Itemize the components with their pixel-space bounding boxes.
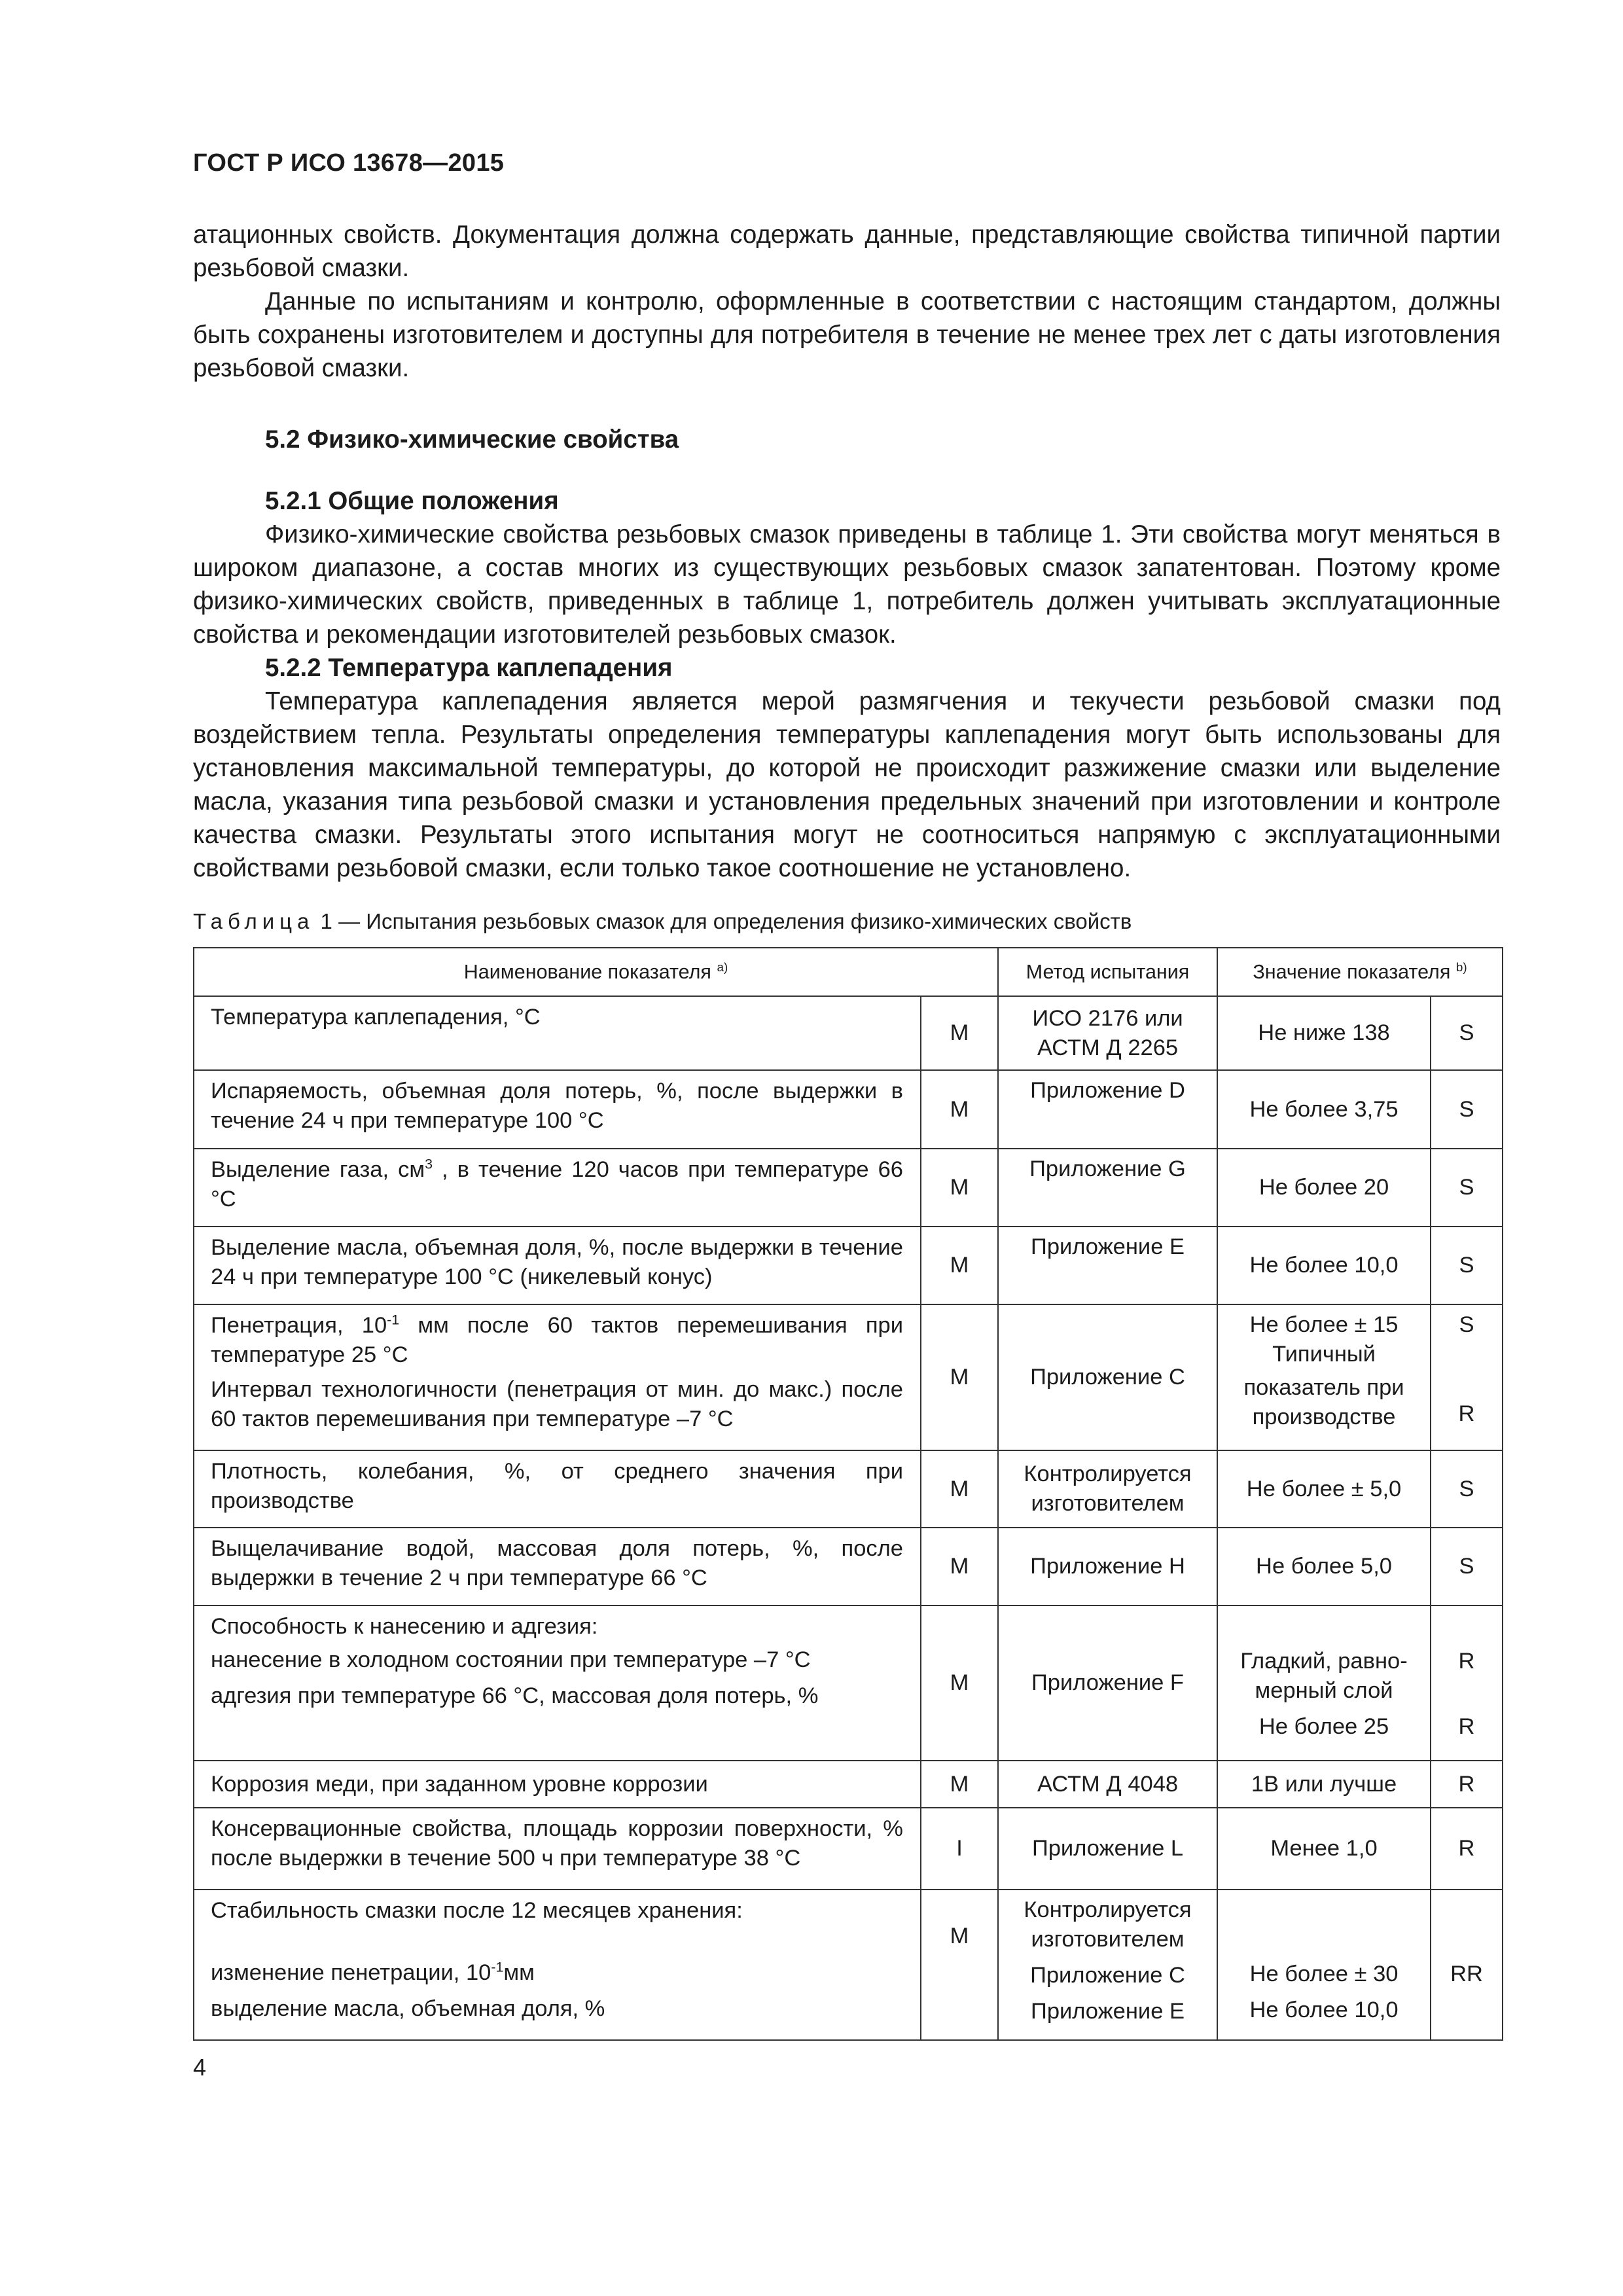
row-name — [194, 1304, 921, 1450]
table-row — [194, 996, 1503, 1070]
intro-text — [193, 218, 1501, 385]
row-method: Приложение E — [998, 1227, 1217, 1304]
table-row — [194, 1304, 1503, 1450]
row-category: M — [921, 1304, 998, 1450]
row-class: S R — [1431, 1304, 1503, 1450]
row-name: Коррозия меди, при заданном уровне коррозии — [194, 1761, 921, 1808]
row-value: Менее 1,0 — [1217, 1808, 1431, 1890]
table-row — [194, 1450, 1503, 1528]
row-method: Контролируется изготовителем — [998, 1450, 1217, 1528]
row-name-line: Стабильность смазки после 12 месяцев хранения: — [211, 1898, 743, 1923]
row-class: S — [1431, 1528, 1503, 1605]
row-category: M — [921, 1761, 998, 1808]
row-method: Приложение D — [998, 1070, 1217, 1149]
row-category: M — [921, 1605, 998, 1761]
row-name-line: адгезия при температуре 66 °C, массовая доля потерь, % — [211, 1683, 819, 1708]
table-row — [194, 1149, 1503, 1227]
row-class: S — [1431, 1450, 1503, 1528]
row-category: M — [921, 1450, 998, 1528]
table-caption-text: 1 — Испытания резьбовых смазок для определения физико-химических свойств — [314, 909, 1132, 933]
table-row — [194, 1605, 1503, 1761]
row-method: Приложение L — [998, 1808, 1217, 1890]
row-name: Испаряемость, объемная доля потерь, %, после выдержки в течение 24 ч при температуре 100 °C — [194, 1070, 921, 1149]
row-class: R — [1431, 1761, 1503, 1808]
row-method: Приложение H — [998, 1528, 1217, 1605]
row-class: R — [1431, 1808, 1503, 1890]
row-class: S — [1431, 1227, 1503, 1304]
row-class: S — [1431, 1070, 1503, 1149]
row-value: Не более 5,0 — [1217, 1528, 1431, 1605]
row-method: Контролируется изготовителем Приложение C Приложение E — [998, 1890, 1217, 2040]
table-header-row — [194, 948, 1503, 996]
row-name: Выщелачивание водой, массовая доля потерь, %, после выдержки в течение 2 ч при температуре 66 °C — [194, 1528, 921, 1605]
section-5-2-1-heading: 5.2.1 Общие положения — [265, 487, 559, 515]
row-name-line: Интервал технологичности (пенетрация от мин. до макс.) после 60 тактов перемешивания при температуре –7 °C — [211, 1377, 903, 1431]
row-category: M — [921, 1890, 998, 2040]
section-5-2-1-text: Физико-химические свойства резьбовых смазок приведены в таблице 1. Эти свойства могут меняться в широком диапазоне, а состав многих из существующих резьбовых смазок запатентован. Поэтому кроме физико-химических свойств, приведенных в таблице 1, потребитель должен учитывать эксплуатационные свойства и рекомендации изготовителей резьбовых смазок. — [193, 520, 1501, 649]
row-name: Плотность, колебания, %, от среднего значения при производстве — [194, 1450, 921, 1528]
row-name-line: выделение масла, объемная доля, % — [211, 1996, 605, 2021]
table-row — [194, 1890, 1503, 2040]
header-method: Метод испытания — [998, 948, 1217, 996]
running-title: ГОСТ Р ИСО 13678—2015 — [193, 149, 505, 177]
table-row — [194, 1070, 1503, 1149]
row-method: Приложение F — [998, 1605, 1217, 1761]
row-name: Выделение масла, объемная доля, %, после выдержки в течение 24 ч при температуре 100 °C (никелевый конус) — [194, 1227, 921, 1304]
row-method: ИСО 2176 или АСТМ Д 2265 — [998, 996, 1217, 1070]
row-value: Не более ± 5,0 — [1217, 1450, 1431, 1528]
row-category: M — [921, 1528, 998, 1605]
row-value: Не более 10,0 — [1217, 1227, 1431, 1304]
row-class: R R — [1431, 1605, 1503, 1761]
row-name: Выделение газа, $см^3$ , в течение 120 часов при температуре 66 °C — [194, 1149, 921, 1227]
row-value: Не более 3,75 — [1217, 1070, 1431, 1149]
row-name-line: нанесение в холодном состоянии при температуре –7 °C — [211, 1647, 811, 1672]
section-5-2-2-text: Температура каплепадения является мерой размягчения и текучести резьбовой смазки под воздействием тепла. Результаты определения температуры каплепадения могут быть использованы для установления максимальной температуры, до которой не происходит разжижение смазки или выделение масла, указания типа резьбовой смазки и установления предельных значений при изготовлении и контроле качества смазки. Результаты этого испытания могут не соотноситься напрямую с эксплуатационными свойствами резьбовой смазки, если только такое соотношение не установлено. — [193, 687, 1501, 882]
table-row — [194, 1761, 1503, 1808]
header-name: Наименование показателя $^{a)}$ — [194, 948, 998, 996]
row-category: M — [921, 1227, 998, 1304]
row-method: Приложение G — [998, 1149, 1217, 1227]
row-name-line: изменение пенетрации, $10^{-1}мм$ — [211, 1959, 535, 1985]
row-class: RR — [1431, 1890, 1503, 2040]
section-5-2-heading: 5.2 Физико-химические свойства — [265, 425, 679, 454]
table-row — [194, 1528, 1503, 1605]
row-value: Не более ± 30 Не более 10,0 — [1217, 1890, 1431, 2040]
row-category: M — [921, 1149, 998, 1227]
table-row — [194, 1227, 1503, 1304]
row-value: Не более 20 — [1217, 1149, 1431, 1227]
page-number: 4 — [193, 2054, 207, 2081]
section-5-2-2-heading: 5.2.2 Температура каплепадения — [265, 654, 673, 682]
intro-paragraph-1: атационных свойств. Документация должна содержать данные, представляющие свойства типичной партии резьбовой смазки. — [193, 221, 1501, 282]
row-value: Гладкий, равно- мерный слой Не более 25 — [1217, 1605, 1431, 1761]
row-value: Не более ± 15 Типичный показатель при производстве — [1217, 1304, 1431, 1450]
row-method: Приложение C — [998, 1304, 1217, 1450]
properties-table — [193, 947, 1503, 2041]
row-value: 1B или лучше — [1217, 1761, 1431, 1808]
row-category: M — [921, 996, 998, 1070]
section-5-2-1 — [193, 484, 1501, 885]
row-name — [194, 1890, 921, 2040]
row-category: I — [921, 1808, 998, 1890]
row-name: Консервационные свойства, площадь коррозии поверхности, % после выдержки в течение 500 ч при температуре 38 °C — [194, 1808, 921, 1890]
row-class: S — [1431, 996, 1503, 1070]
row-class: S — [1431, 1149, 1503, 1227]
table-caption — [193, 908, 1132, 935]
table-caption-label: Таблица — [193, 909, 315, 933]
row-name: Температура каплепадения, °C — [194, 996, 921, 1070]
row-method: АСТМ Д 4048 — [998, 1761, 1217, 1808]
header-value: Значение показателя $^{b)}$ — [1217, 948, 1503, 996]
row-category: M — [921, 1070, 998, 1149]
intro-paragraph-2: Данные по испытаниям и контролю, оформленные в соответствии с настоящим стандартом, должны быть сохранены изготовителем и доступны для потребителя в течение не менее трех лет с даты изготовления резьбовой смазки. — [193, 287, 1501, 382]
row-name — [194, 1605, 921, 1761]
table-row — [194, 1808, 1503, 1890]
row-name-line: Пенетрация, $10^{-1}$ мм после 60 тактов перемешивания при температуре 25 °C — [211, 1312, 903, 1367]
row-value: Не ниже 138 — [1217, 996, 1431, 1070]
row-name-line: Способность к нанесению и адгезия: — [211, 1614, 598, 1639]
